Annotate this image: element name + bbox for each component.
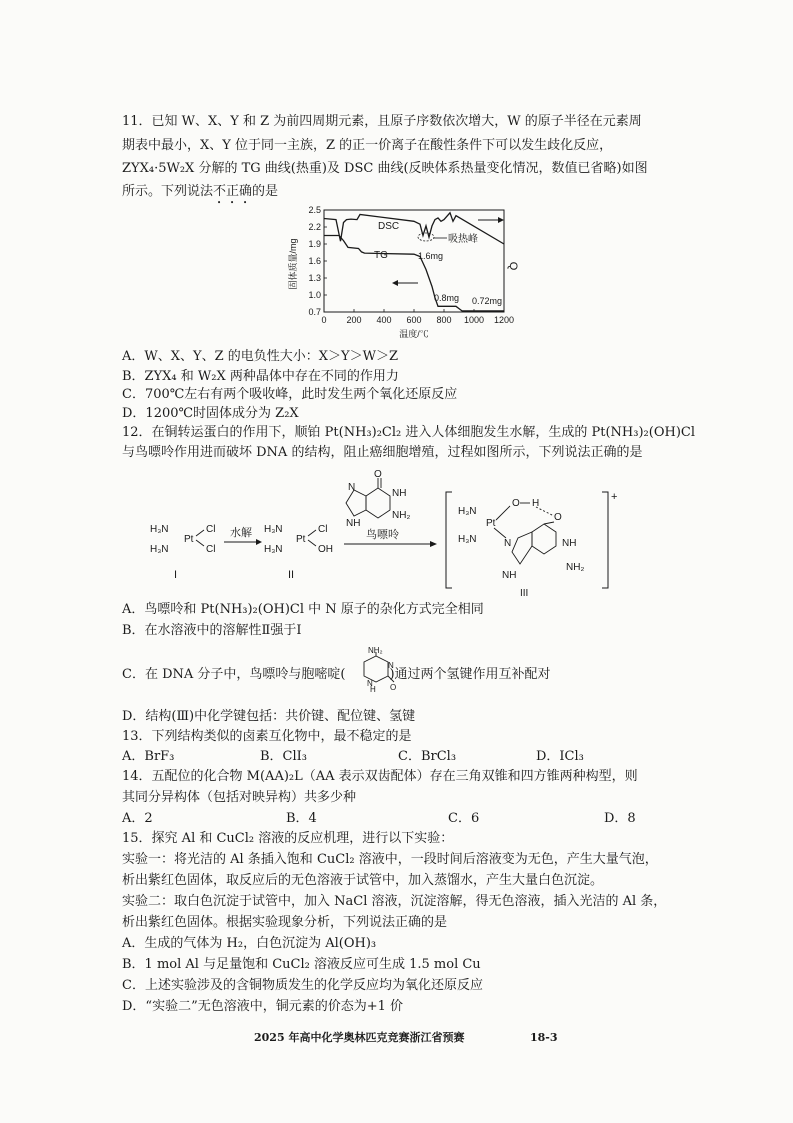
- q11-stem-line2: 期表中最小，X、Y 位于同一主族，Z 的正一价离子在酸性条件下可以发生歧化反应，: [122, 138, 613, 153]
- svg-text:O: O: [390, 683, 397, 692]
- x-tick-label: 0: [321, 315, 327, 325]
- svg-text:H₃N: H₃N: [458, 534, 477, 545]
- q11-stem-line4: 所示。下列说法不正确的是: [122, 184, 279, 199]
- guanine-reagent-label: 鸟嘌呤: [366, 529, 399, 541]
- q13-stem: 13．下列结构类似的卤素互化物中，最不稳定的是: [122, 729, 412, 744]
- svg-text:NH: NH: [562, 538, 577, 549]
- q15-option-a: A．生成的气体为 H₂，白色沉淀为 Al(OH)₃: [122, 936, 377, 951]
- q12-stem-line2: 与鸟嘌呤作用进而破坏 DNA 的结构，阻止癌细胞增殖，过程如图所示，下列说法正确的是: [122, 445, 643, 460]
- q12-stem-line1: 12．在铜转运蛋白的作用下，顺铂 Pt(NH₃)₂Cl₂ 进入人体细胞发生水解，生成的 Pt(NH₃)₂(OH)Cl: [122, 425, 695, 440]
- q13-option-b: B．ClI₃: [260, 749, 308, 764]
- label-2: II: [288, 569, 295, 581]
- endothermic-peak-label: 吸热峰: [448, 234, 478, 245]
- x-tick-label: 1000: [463, 315, 485, 325]
- q15-exp2-line1: 实验二：取白色沉淀于试管中，加入 NaCl 溶液，沉淀溶解，得无色溶液，插入光洁的 Al 条，: [122, 894, 667, 909]
- svg-text:H₃N: H₃N: [264, 544, 283, 555]
- svg-text:Cl: Cl: [206, 524, 216, 535]
- mass-1-6mg-label: 1.6mg: [418, 251, 444, 261]
- svg-text:H₃N: H₃N: [150, 524, 169, 535]
- svg-text:NH: NH: [346, 518, 361, 529]
- structure-1: [150, 524, 215, 581]
- svg-text:O: O: [554, 512, 562, 523]
- svg-text:Cl: Cl: [318, 524, 328, 535]
- q15-option-c: C．上述实验涉及的含铜物质发生的化学反应均为氧化还原反应: [122, 978, 483, 993]
- tg-dsc-chart: [282, 200, 534, 340]
- svg-text:H₃N: H₃N: [458, 506, 477, 517]
- svg-text:O: O: [512, 498, 520, 509]
- cisplatin-reaction-scheme: [140, 466, 620, 600]
- y-axis-label: 固体质量/mg: [288, 238, 298, 290]
- svg-text:N: N: [367, 679, 373, 688]
- q12-option-b: B．在水溶液中的溶解性Ⅱ强于Ⅰ: [122, 623, 302, 638]
- x-tick-label: 800: [436, 315, 452, 325]
- q11-stem-line3: ZYX₄·5W₂X 分解的 TG 曲线(热重)及 DSC 曲线(反映体系热量变化情况，数值已省略)如图: [122, 161, 648, 176]
- svg-text:NH: NH: [502, 570, 517, 581]
- svg-text:NH₂: NH₂: [368, 646, 383, 655]
- q13-option-a: A．BrF₃: [122, 749, 175, 764]
- svg-text:NH: NH: [392, 488, 407, 499]
- mass-0-8mg-label: 0.8mg: [434, 293, 460, 303]
- svg-text:OH: OH: [318, 544, 333, 555]
- q13-option-d: D．ICl₃: [536, 749, 584, 764]
- svg-text:H₃N: H₃N: [264, 524, 283, 535]
- hydrolysis-label: 水解: [230, 527, 252, 539]
- svg-text:Pt: Pt: [486, 518, 496, 529]
- tg-direction-arrow: [392, 280, 398, 286]
- q14-option-c: C．6: [448, 811, 480, 826]
- q12-option-c: C．在 DNA 分子中，鸟嘌呤与胞嘧啶( )通过两个氢键作用互补配对: [122, 667, 551, 682]
- q15-exp1-line2: 析出紫红色固体，取反应后的无色溶液于试管中，加入蒸馏水，产生大量白色沉淀。: [122, 873, 604, 888]
- q15-exp1-line1: 实验一：将光洁的 Al 条插入饱和 CuCl₂ 溶液中，一段时间后溶液变为无色，产生大量气泡，: [122, 852, 658, 867]
- q15-exp2-line2: 析出紫红色固体。根据实验现象分析，下列说法正确的是: [122, 915, 448, 930]
- q14-option-d: D．8: [604, 811, 636, 826]
- y-tick-label: 1.6: [308, 256, 321, 266]
- svg-text:N: N: [504, 538, 512, 549]
- svg-text:Pt: Pt: [184, 534, 194, 545]
- q14-stem-line1: 14．五配位的化合物 M(AA)₂L（AA 表示双齿配体）存在三角双锥和四方锥两种构型，则: [122, 769, 638, 784]
- q11-emphasis-not-correct: 不正确: [213, 184, 253, 199]
- y-tick-label: 1.3: [308, 273, 321, 283]
- label-3: III: [520, 588, 529, 599]
- q15-stem: 15．探究 Al 和 CuCl₂ 溶液的反应机理，进行以下实验：: [122, 831, 454, 846]
- svg-text:H: H: [532, 498, 540, 509]
- cytosine-structure: [352, 646, 398, 708]
- label-1: I: [174, 569, 178, 581]
- svg-text:O: O: [374, 469, 382, 480]
- svg-text:NH₂: NH₂: [392, 510, 411, 521]
- svg-text:H₃N: H₃N: [150, 544, 169, 555]
- structure-3: [458, 498, 584, 599]
- svg-text:N: N: [348, 482, 356, 493]
- q12-option-d: D．结构(Ⅲ)中化学键包括：共价键、配位键、氢键: [122, 709, 416, 724]
- svg-text:Cl: Cl: [206, 544, 216, 555]
- y-tick-label: 2.5: [308, 205, 321, 215]
- x-axis-label: 温度/℃: [399, 329, 429, 339]
- x-tick-label: 1200: [493, 315, 515, 325]
- q14-option-b: B．4: [286, 811, 317, 826]
- q11-option-d: D．1200℃时固体成分为 Z₂X: [122, 406, 299, 421]
- q11-stem-line1: 11．已知 W、X、Y 和 Z 为前四周期元素，且原子序数依次增大，W 的原子半径在元素周: [122, 114, 642, 129]
- svg-text:Pt: Pt: [296, 534, 306, 545]
- dsc-label: DSC: [378, 221, 400, 232]
- mass-0-72mg-label: 0.72mg: [472, 296, 503, 306]
- y-tick-label: 1.9: [308, 239, 321, 249]
- footer-page-number: 18-3: [530, 1031, 558, 1044]
- q11-option-b: B．ZYX₄ 和 W₂X 两种晶体中存在不同的作用力: [122, 369, 399, 384]
- right-axis-label: Q: [507, 261, 519, 271]
- svg-text:N: N: [388, 661, 394, 670]
- structure-2: [264, 524, 333, 581]
- dsc-direction-arrow: [498, 217, 504, 223]
- q15-option-b: B．1 mol Al 与足量饱和 CuCl₂ 溶液反应可生成 1.5 mol Cu: [122, 957, 481, 972]
- q11-option-c: C．700℃左右有两个吸收峰，此时发生两个氧化还原反应: [122, 387, 458, 402]
- q13-option-c: C．BrCl₃: [398, 749, 457, 764]
- q14-option-a: A．2: [122, 811, 153, 826]
- q15-option-d: D．“实验二”无色溶液中，铜元素的价态为+1 价: [122, 999, 404, 1014]
- q12-option-a: A．鸟嘌呤和 Pt(NH₃)₂(OH)Cl 中 N 原子的杂化方式完全相同: [122, 602, 484, 617]
- x-tick-label: 600: [406, 315, 422, 325]
- y-tick-label: 0.7: [308, 307, 321, 317]
- footer-title: 2025 年高中化学奥林匹克竞赛浙江省预赛: [254, 1031, 465, 1044]
- x-tick-label: 400: [376, 315, 392, 325]
- tg-label: TG: [374, 250, 388, 261]
- svg-text:H: H: [370, 685, 376, 694]
- q11-option-a: A．W、X、Y、Z 的电负性大小：X＞Y＞W＞Z: [122, 349, 398, 364]
- complex-charge: +: [611, 491, 618, 503]
- y-tick-label: 2.2: [308, 222, 321, 232]
- x-tick-label: 200: [346, 315, 362, 325]
- y-tick-label: 1.0: [308, 290, 321, 300]
- q14-stem-line2: 其同分异构体（包括对映异构）共多少种: [122, 790, 357, 805]
- svg-text:NH₂: NH₂: [566, 562, 585, 573]
